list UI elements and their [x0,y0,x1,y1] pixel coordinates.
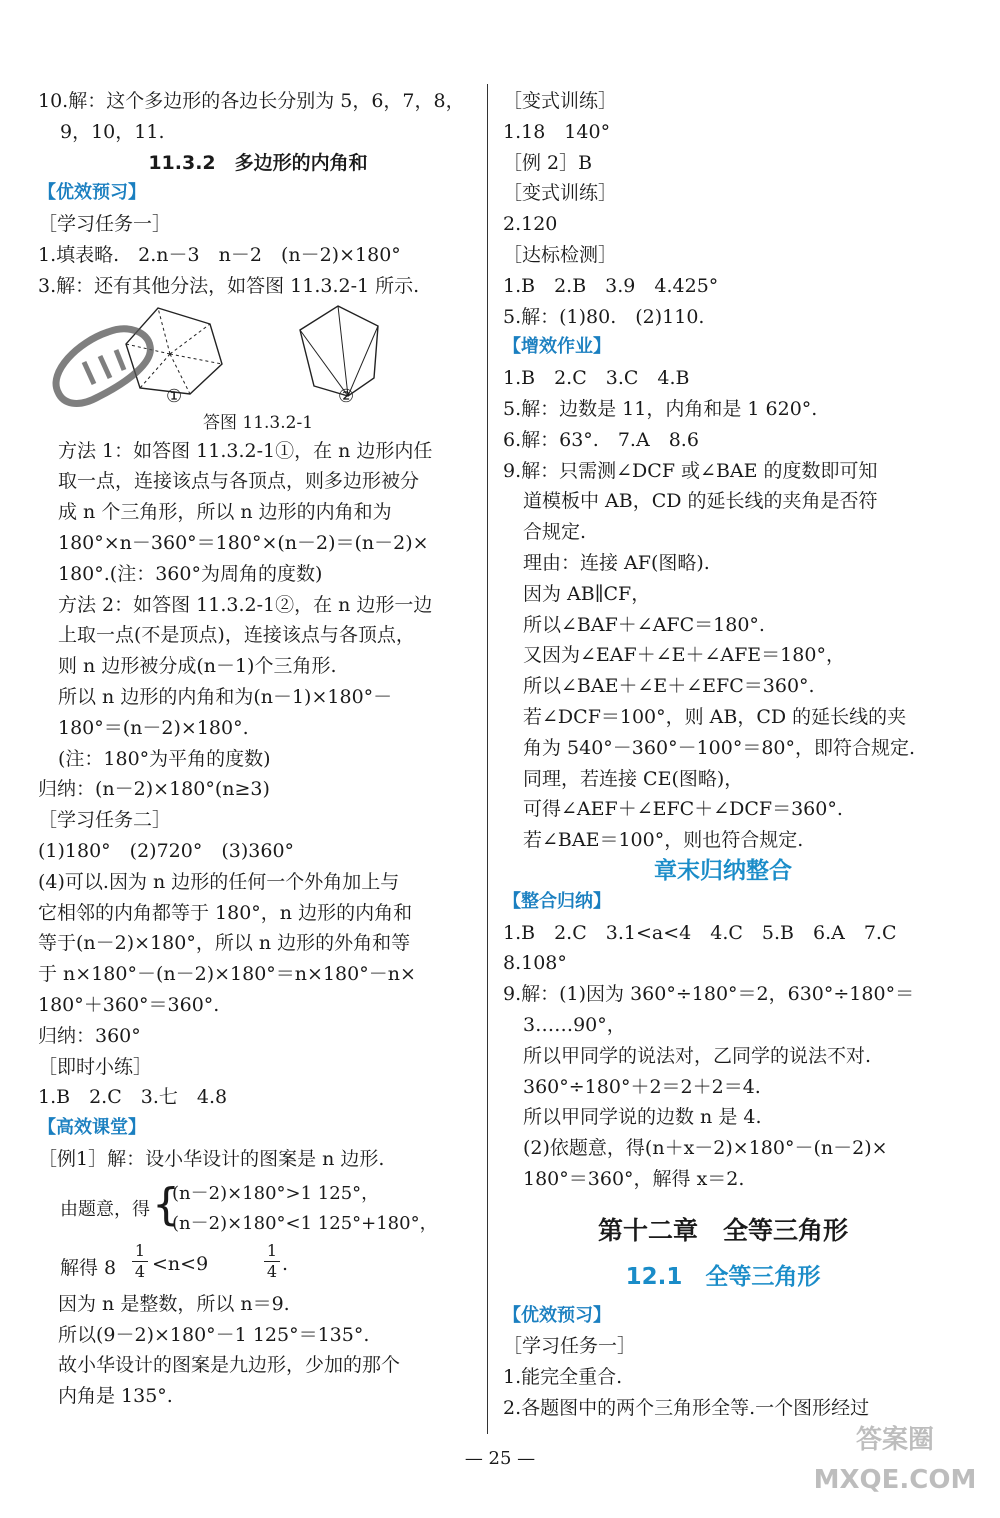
fraction-2 [264,1241,280,1282]
task-label-2: ［学习任务二］ [38,809,172,832]
method-1-line: 方法 1：如答图 11.3.2-1①，在 n 边形内任 [58,439,433,462]
solution-end: . [282,1252,289,1275]
answer-line: 180°＋360°＝360°. [38,993,220,1016]
answer-line: 于 n×180°－(n－2)×180°＝n×180°－n× [38,963,416,986]
inequality-2: (n－2)×180°<1 125°+180°， [172,1212,438,1234]
answer-line: 1.B 2.C 3.七 4.8 [38,1086,228,1109]
answer-line: 道模板中 AB，CD 的延长线的夹角是否符 [523,490,878,513]
answer-line: 所以甲同学的说法对，乙同学的说法不对. [523,1044,872,1067]
method-1-line: 180°.(注：360°为周角的度数) [58,562,323,585]
answer-line: 因为 AB∥CF， [523,582,651,605]
system-intro: 由题意，得 [60,1198,150,1220]
answer-line: 180°＝360°，解得 x＝2. [523,1167,745,1190]
method-2-line: 上取一点(不是顶点)，连接该点与各顶点， [58,624,415,647]
answer-line: 5.解：边数是 11，内角和是 1 620°. [503,397,818,420]
induction-line: 归纳：(n－2)×180°(n≥3) [38,778,270,801]
heading-youxiao-yuxi-2: 【优效预习】 [503,1304,611,1326]
method-2-line: (注：180°为平角的度数) [58,747,271,770]
method-1-line: 180°×n－360°＝180°×(n－2)＝(n－2)× [58,531,429,554]
site-watermark-text: 答案圈 MXQE.COM [813,1425,977,1495]
answer-line: 1.B 2.C 3.C 4.B [503,367,690,390]
left-column [38,86,478,1412]
answer-line: 所以∠BAE＋∠E＋∠EFC＝360°. [523,675,815,698]
fraction-2-numerator: 1 [264,1241,280,1262]
induction-line: 归纳：360° [38,1024,141,1047]
subsection-title: 12.1 全等三角形 [625,1263,821,1290]
right-column [503,86,943,1424]
task-label: ［达标检测］ [503,243,618,266]
answer-line: 可得∠AEF＋∠EFC＋∠DCF＝360°. [523,798,843,821]
answer-10-line2: 9，10，11. [60,120,165,143]
answer-line: 360°÷180°＋2＝2＋2＝4. [523,1075,761,1098]
fraction-1 [132,1241,148,1282]
answer-line: 2.120 [503,213,558,236]
column-divider [487,84,488,1434]
fraction-1-numerator: 1 [132,1241,148,1262]
answer-line: (2)依题意，得(n＋x－2)×180°－(n－2)× [523,1137,888,1160]
method-2-line: 所以 n 边形的内角和为(n－1)×180°－ [58,685,393,708]
answer-line: 1.18 140° [503,120,611,143]
answer-line: 同理，若连接 CE(图略)， [523,767,744,790]
answer-line: 角为 540°－360°－100°＝80°，即符合规定. [523,736,916,759]
brace: { [152,1178,180,1230]
answer-line: 2.各题图中的两个三角形全等.一个图形经过 [503,1397,870,1420]
figure-label-2: ② [338,385,355,407]
answer-line: 1.能完全重合. [503,1366,623,1389]
answer-line: 9.解：只需测∠DCF 或∠BAE 的度数即可知 [503,459,878,482]
task-label: ［变式训练］ [503,182,618,205]
heading-youxiao-yuxi: 【优效预习】 [38,182,146,204]
heading-zhenghe-guina: 【整合归纳】 [503,890,611,912]
answer-line: 它相邻的内角都等于 180°，n 边形的内角和 [38,901,413,924]
example-2-line: ［例 2］B [503,151,593,174]
solution-middle: <n<9 [152,1252,209,1275]
answer-line: 等于(n－2)×180°，所以 n 边形的外角和等 [38,932,411,955]
answer-line: (1)180° (2)720° (3)360° [38,839,295,862]
page-number: — 25 — [464,1448,536,1469]
answer-line: 若∠BAE＝100°，则也符合规定. [523,829,804,852]
solution-range [38,1241,478,1289]
answer-line: 1.填表略. 2.n－3 n－2 (n－2)×180° [38,243,401,266]
example-1-line: 故小华设计的图案是九边形，少加的那个 [58,1354,401,1377]
answer-line: 理由：连接 AF(图略). [523,551,710,574]
fraction-1-denominator: 4 [134,1261,146,1281]
answer-line: 1.B 2.B 3.9 4.425° [503,274,719,297]
stamp-watermark [56,328,150,403]
method-1-line: 取一点，连接该点与各顶点，则多边形被分 [58,470,420,493]
chapter-summary-title: 章末归纳整合 [654,857,792,884]
answer-line: 所以∠BAF＋∠AFC＝180°. [523,613,765,636]
answer-line: 6.解：63°. 7.A 8.6 [503,428,699,451]
example-1-line: 因为 n 是整数，所以 n＝9. [58,1292,290,1315]
heading-gaoxiao-ketang: 【高效课堂】 [38,1117,146,1139]
polygon-figure-1 [126,308,222,394]
task-label-3: ［即时小练］ [38,1055,153,1078]
answer-line: (4)可以.因为 n 边形的任何一个外角加上与 [38,870,400,893]
site-watermark [800,1420,990,1510]
method-2-line: 则 n 边形被分成(n－1)个三角形. [58,655,337,678]
task-label: ［学习任务一］ [503,1335,637,1358]
section-title: 11.3.2 多边形的内角和 [148,151,368,174]
chapter-title: 第十二章 全等三角形 [597,1215,848,1245]
solution-prefix: 解得 8 [60,1256,117,1279]
answer-line: 5.解：(1)80. (2)110. [503,305,705,328]
answer-line: 3.解：还有其他分法，如答图 11.3.2-1 所示. [38,274,420,297]
inequality-1: (n－2)×180°>1 125°， [172,1182,380,1204]
method-2-line: 180°＝(n－2)×180°. [58,716,249,739]
answer-line: 又因为∠EAF＋∠E＋∠AFE＝180°， [523,644,845,667]
heading-zengxiao-zuoye: 【增效作业】 [503,336,611,358]
inequality-system [38,1175,478,1241]
answer-line: 8.108° [503,952,567,975]
method-2-line: 方法 2：如答图 11.3.2-1②，在 n 边形一边 [58,593,433,616]
example-1-line: ［例1］解：设小华设计的图案是 n 边形. [38,1147,385,1170]
answer-line: 所以甲同学说的边数 n 是 4. [523,1106,762,1129]
answer-line: 1.B 2.C 3.1<a<4 4.C 5.B 6.A 7.C [503,921,897,944]
figure-caption: 答图 11.3.2-1 [202,412,314,433]
answer-line: 合规定. [523,521,587,544]
task-label: ［变式训练］ [503,90,618,112]
polygon-figure-2 [300,306,378,396]
answer-line: 3……90°， [523,1013,626,1036]
figure-label-1: ① [166,385,183,407]
fraction-2-denominator: 4 [266,1261,278,1281]
spacer [503,1195,943,1209]
polygon-figure-svg [38,302,478,410]
answer-10-line1: 10.解：这个多边形的各边长分别为 5，6，7，8， [38,90,465,112]
polygon-figures [38,302,478,410]
method-1-line: 成 n 个三角形，所以 n 边形的内角和为 [58,501,392,524]
answer-line: 9.解：(1)因为 360°÷180°＝2，630°÷180°＝ [503,983,915,1006]
answer-line: 若∠DCF＝100°，则 AB，CD 的延长线的夹 [523,705,907,728]
example-1-line: 所以(9－2)×180°－1 125°＝135°. [58,1323,370,1346]
task-label-1: ［学习任务一］ [38,213,172,236]
example-1-line: 内角是 135°. [58,1385,173,1408]
